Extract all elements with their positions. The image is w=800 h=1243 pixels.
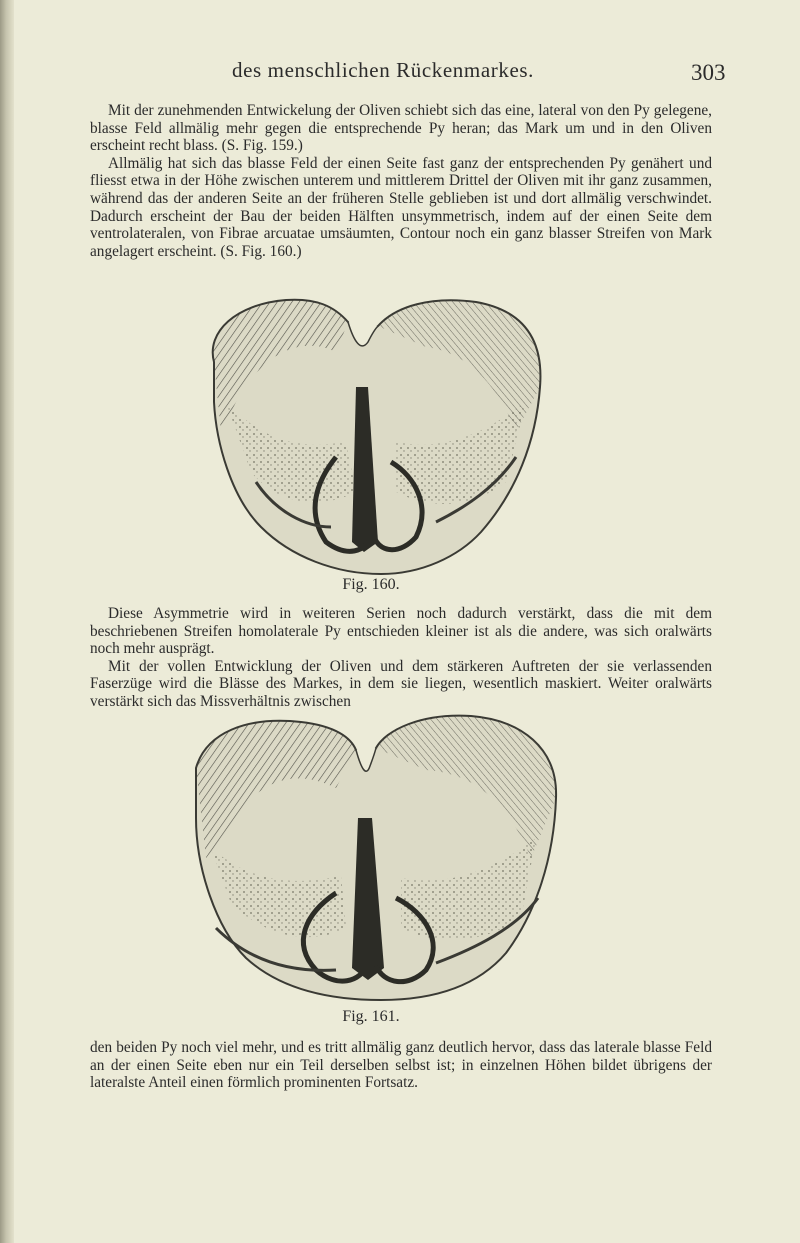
figure-160-caption: Fig. 160. (342, 576, 400, 593)
paragraph: Diese Asymmetrie wird in weiteren Serien noch dadurch verstärkt, dass die mit dem beschriebenen Streifen homolaterale Py entschieden kleiner ist als die andere, was sich oralwärts noch mehr ausprägt. (90, 605, 712, 658)
paragraph: Allmälig hat sich das blasse Feld der einen Seite fast ganz der entsprechenden Py genähert und fliesst etwa in der Höhe zwischen unterem und mittlerem Drittel der Oliven mit ihr ganz zusammen, während das der anderen Seite an der früheren Stelle geblieben ist und dort allmälig verschwindet. Dadurch erscheint der Bau der beiden Hälften unsymmetrisch, indem auf der einen Seite dem ventrolateralen, von Fibrae arcuatae umsäumten, Contour noch ein ganz blasser Streifen von Mark angelagert erscheint. (S. Fig. 160.) (90, 154, 712, 260)
book-spine-shadow (0, 0, 14, 1243)
paragraph: den beiden Py noch viel mehr, und es tritt allmälig ganz deutlich hervor, dass das laterale blasse Feld an der einen Seite eben nur ein Teil derselben selbst ist; in einzelnen Höhen bildet übrigens der lateralste Anteil einen förmlich prominenten Fortsatz. (90, 1039, 712, 1092)
paragraph: Mit der vollen Entwicklung der Oliven und dem stärkeren Auftreten der sie verlassenden Faserzüge wird die Blässe des Markes, in dem sie liegen, wesentlich maskiert. Weiter oralwärts verstärkt sich das Missverhältnis zwischen (90, 657, 712, 710)
text-block-bottom (90, 1039, 712, 1092)
page-number: 303 (691, 60, 726, 85)
text-block-top (90, 102, 712, 260)
running-title: des menschlichen Rückenmarkes. (232, 58, 534, 82)
page-header (0, 58, 800, 88)
figure-161-caption: Fig. 161. (342, 1008, 400, 1025)
text-block-middle (90, 605, 712, 711)
figure-161-medulla-section (186, 708, 566, 1004)
figure-160-medulla-section (196, 292, 556, 578)
paragraph: Mit der zunehmenden Entwickelung der Oliven schiebt sich das eine, lateral von den Py gelegene, blasse Feld allmälig mehr gegen die entsprechende Py heran; das Mark um und in den Oliven erscheint recht blass. (S. Fig. 159.) (90, 102, 712, 155)
